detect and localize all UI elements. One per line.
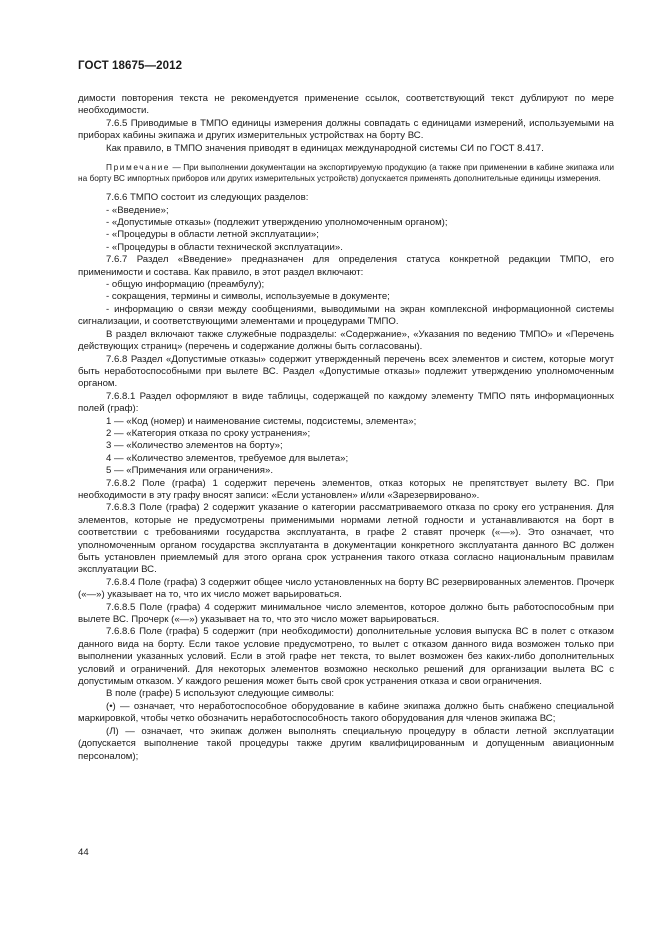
paragraph: (Л) — означает, что экипаж должен выполнять специальную процедуру в области летной эксплуатации (допускается выполнение такой процедуры также другим квалифицированным и допущенным авиационным персоналом);: [78, 725, 614, 762]
paragraph: 7.6.7 Раздел «Введение» предназначен для определения статуса конкретной редакции ТМПО, его применимости и состава. Как правило, в этот раздел включают:: [78, 254, 614, 278]
paragraph: димости повторения текста не рекомендуется применение ссылок, соответствующий текст дублируют по мере необходимости.: [78, 93, 614, 117]
list-item: - «Процедуры в области технической эксплуатации».: [106, 241, 343, 253]
paragraph: В раздел включают также служебные подразделы: «Содержание», «Указания по ведению ТМПО» и «Перечень действующих страниц» (перечень и содержание должны быть согласованы).: [78, 328, 614, 353]
list-item: 1 — «Код (номер) и наименование системы, подсистемы, элемента»;: [106, 415, 417, 427]
paragraph: 7.6.8.5 Поле (графа) 4 содержит минимальное число элементов, которое должно быть работоспособным при вылете ВС. Прочерк («—») указывает на то, что это число может варьироваться.: [78, 601, 614, 626]
paragraph: 7.6.8.6 Поле (графа) 5 содержит (при необходимости) дополнительные условия выпуска ВС в полет с отказом данного вида на борту. Если такое условие предусмотрено, то вылет с отказом данного вида возможен только при выполнении указанных условий. Если в этой графе нет текста, то вылет возможен без каких-либо дополнительных условий и ограничений. Для некоторых элементов возможно несколько решений для организации вылета ВС с допустимым отказом. У каждого решения может быть свой срок устранения отказа и свои ограничения.: [78, 626, 614, 688]
paragraph: (•) — означает, что неработоспособное оборудование в кабине экипажа должно быть снабжено специальной маркировкой, чтобы четко обозначить неработоспособность такого оборудования для членов экипажа ВС;: [78, 700, 614, 725]
paragraph: 7.6.6 ТМПО состоит из следующих разделов:: [106, 192, 309, 204]
paragraph: 7.6.8.2 Поле (графа) 1 содержит перечень элементов, отказ которых не препятствует вылету ВС. При необходимости в эту графу вносят записи: «Если установлен» и/или «Зарезервировано».: [78, 477, 614, 501]
list-item: 2 — «Категория отказа по сроку устранения»;: [106, 427, 311, 439]
document-body: [78, 93, 614, 763]
paragraph: 7.6.8.3 Поле (графа) 2 содержит указание о категории рассматриваемого отказа по сроку его устранения. Для элементов, которые не предусмотрены применимыми нормами летной годности и устанавливаются на борт в соответствии с требованиями государства эксплуатанта, в графе 2 ставят прочерк («—»). Это означает, что уполномоченным органом государства эксплуатанта в документации конкретного эксплуатанта данного ВС должен быть установлен приемлемый для этого органа срок устранения такого отказа согласно национальным правилам эксплуатации ВС.: [78, 502, 614, 576]
list-item: - сокращения, термины и символы, используемые в документе;: [106, 291, 390, 303]
list-item: 4 — «Количество элементов, требуемое для вылета»;: [106, 452, 349, 464]
list-item: 3 — «Количество элементов на борту»;: [106, 440, 283, 452]
note: [78, 162, 614, 183]
paragraph: Как правило, в ТМПО значения приводят в единицах международной системы СИ по ГОСТ 8.417.: [106, 142, 544, 154]
list-item: 5 — «Примечания или ограничения».: [106, 465, 273, 477]
note-text: — При выполнении документации на экспортируемую продукцию (а также при применении в кабине экипажа или на борту ВС импортных приборов или других измерительных устройств) допускается применять дополнительные единицы измерения.: [78, 162, 614, 183]
document-header: ГОСТ 18675—2012: [78, 60, 183, 72]
note-label: Примечание: [106, 162, 171, 173]
list-item: - «Введение»;: [106, 204, 169, 216]
list-item: - «Допустимые отказы» (подлежит утверждению уполномоченным органом);: [106, 217, 448, 229]
paragraph: 7.6.5 Приводимые в ТМПО единицы измерения должны совпадать с единицами измерений, используемыми на приборах кабины экипажа и других измерительных устройствах на борту ВС.: [78, 117, 614, 142]
list-item: - «Процедуры в области летной эксплуатации»;: [106, 229, 319, 241]
paragraph: 7.6.8 Раздел «Допустимые отказы» содержит утвержденный перечень всех элементов и систем, которые могут быть неработоспособными при вылете ВС. Раздел «Допустимые отказы» подлежит утверждению уполномоченным органом.: [78, 353, 614, 390]
paragraph: 7.6.8.4 Поле (графа) 3 содержит общее число установленных на борту ВС резервированных элементов. Прочерк («—») указывает на то, что их число может варьироваться.: [78, 576, 614, 601]
paragraph: 7.6.8.1 Раздел оформляют в виде таблицы, содержащей по каждому элементу ТМПО пять информационных полей (граф):: [78, 390, 614, 415]
list-item: - общую информацию (преамбулу);: [106, 279, 265, 291]
list-item: - информацию о связи между сообщениями, выводимыми на экран комплексной информационной системы сигнализации, и соответствующими элементами и процедурами ТМПО.: [78, 303, 614, 328]
page-number: 44: [78, 847, 89, 858]
paragraph: В поле (графе) 5 используют следующие символы:: [106, 688, 335, 700]
